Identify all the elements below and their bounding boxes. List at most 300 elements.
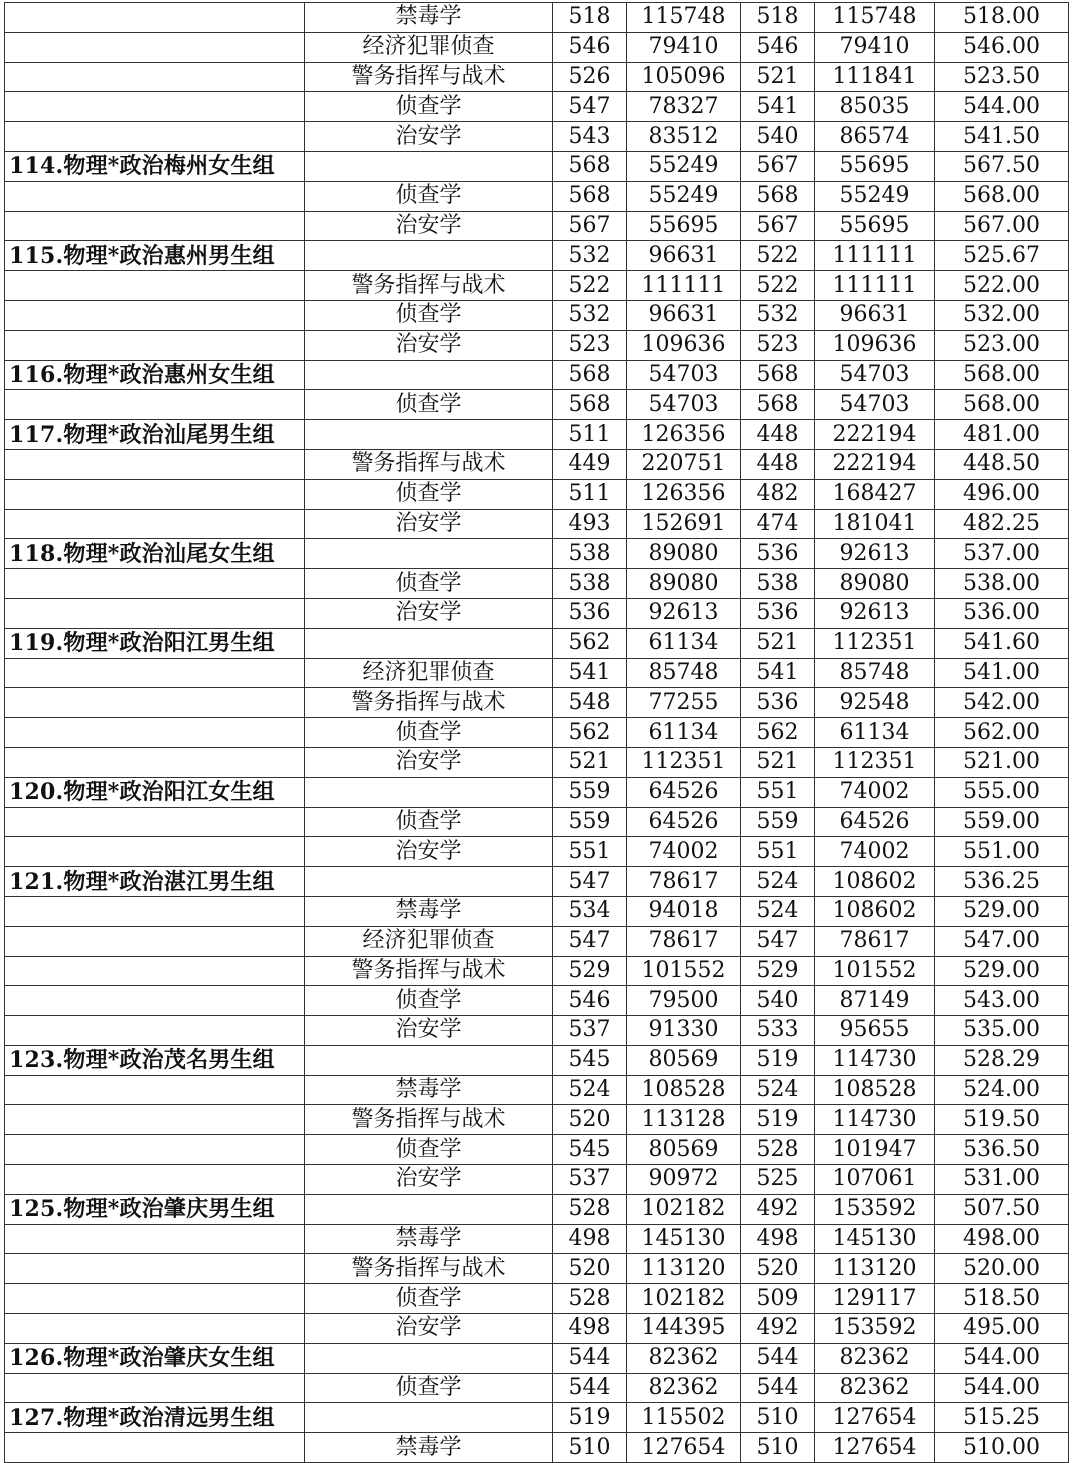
major-name-cell: 治安学 [305, 122, 553, 152]
major-name-cell: 侦查学 [305, 718, 553, 748]
min-rank-cell: 115748 [815, 3, 935, 33]
avg-score-cell: 537.00 [935, 539, 1069, 569]
min-score-cell: 448 [741, 449, 815, 479]
max-score-cell: 528 [553, 1284, 627, 1314]
max-rank-cell: 102182 [627, 1284, 741, 1314]
max-rank-cell: 74002 [627, 837, 741, 867]
avg-score-cell: 448.50 [935, 449, 1069, 479]
min-rank-cell: 95655 [815, 1016, 935, 1046]
max-rank-cell: 101552 [627, 956, 741, 986]
avg-score-cell: 544.00 [935, 92, 1069, 122]
group-name-cell [5, 926, 305, 956]
avg-score-cell: 562.00 [935, 718, 1069, 748]
min-rank-cell: 153592 [815, 1194, 935, 1224]
max-rank-cell: 96631 [627, 300, 741, 330]
min-score-cell: 523 [741, 330, 815, 360]
max-rank-cell: 115748 [627, 3, 741, 33]
group-name-cell: 119.物理*政治阳江男生组 [5, 628, 305, 658]
min-score-cell: 524 [741, 867, 815, 897]
min-score-cell: 536 [741, 688, 815, 718]
min-score-cell: 540 [741, 986, 815, 1016]
min-rank-cell: 74002 [815, 837, 935, 867]
max-score-cell: 547 [553, 926, 627, 956]
table-row [5, 807, 1069, 837]
max-rank-cell: 112351 [627, 747, 741, 777]
avg-score-cell: 532.00 [935, 300, 1069, 330]
table-row [5, 956, 1069, 986]
min-rank-cell: 108602 [815, 896, 935, 926]
min-rank-cell: 111111 [815, 241, 935, 271]
table-row [5, 300, 1069, 330]
min-score-cell: 510 [741, 1403, 815, 1433]
max-rank-cell: 90972 [627, 1165, 741, 1195]
avg-score-cell: 551.00 [935, 837, 1069, 867]
table-row [5, 598, 1069, 628]
min-score-cell: 568 [741, 181, 815, 211]
min-score-cell: 525 [741, 1165, 815, 1195]
group-name-cell [5, 181, 305, 211]
min-rank-cell: 222194 [815, 420, 935, 450]
min-score-cell: 522 [741, 241, 815, 271]
table-row [5, 479, 1069, 509]
min-rank-cell: 54703 [815, 390, 935, 420]
major-name-cell [305, 1403, 553, 1433]
max-rank-cell: 89080 [627, 539, 741, 569]
max-rank-cell: 55249 [627, 181, 741, 211]
group-name-cell: 125.物理*政治肇庆男生组 [5, 1194, 305, 1224]
min-score-cell: 544 [741, 1343, 815, 1373]
min-score-cell: 540 [741, 122, 815, 152]
max-rank-cell: 61134 [627, 718, 741, 748]
table-row [5, 837, 1069, 867]
max-rank-cell: 92613 [627, 598, 741, 628]
table-row [5, 867, 1069, 897]
table-row [5, 241, 1069, 271]
table-row [5, 539, 1069, 569]
max-rank-cell: 80569 [627, 1045, 741, 1075]
group-name-cell [5, 1254, 305, 1284]
avg-score-cell: 543.00 [935, 986, 1069, 1016]
major-name-cell: 治安学 [305, 837, 553, 867]
major-name-cell [305, 1343, 553, 1373]
table-row [5, 181, 1069, 211]
max-score-cell: 511 [553, 420, 627, 450]
group-name-cell [5, 271, 305, 301]
max-score-cell: 541 [553, 658, 627, 688]
avg-score-cell: 568.00 [935, 181, 1069, 211]
max-score-cell: 538 [553, 539, 627, 569]
major-name-cell: 禁毒学 [305, 1433, 553, 1463]
table-row [5, 509, 1069, 539]
group-name-cell: 121.物理*政治湛江男生组 [5, 867, 305, 897]
min-rank-cell: 101947 [815, 1135, 935, 1165]
avg-score-cell: 496.00 [935, 479, 1069, 509]
group-name-cell [5, 598, 305, 628]
score-table [4, 2, 1069, 1463]
min-score-cell: 510 [741, 1433, 815, 1463]
min-rank-cell: 55695 [815, 151, 935, 181]
max-score-cell: 519 [553, 1403, 627, 1433]
min-rank-cell: 127654 [815, 1403, 935, 1433]
major-name-cell: 侦查学 [305, 479, 553, 509]
group-name-cell [5, 1016, 305, 1046]
max-score-cell: 547 [553, 92, 627, 122]
min-score-cell: 538 [741, 569, 815, 599]
avg-score-cell: 568.00 [935, 390, 1069, 420]
table-row [5, 718, 1069, 748]
min-rank-cell: 64526 [815, 807, 935, 837]
major-name-cell: 侦查学 [305, 807, 553, 837]
max-score-cell: 546 [553, 32, 627, 62]
major-name-cell: 经济犯罪侦查 [305, 658, 553, 688]
min-score-cell: 528 [741, 1135, 815, 1165]
table-row [5, 330, 1069, 360]
max-score-cell: 568 [553, 181, 627, 211]
table-row [5, 1224, 1069, 1254]
max-rank-cell: 64526 [627, 777, 741, 807]
avg-score-cell: 547.00 [935, 926, 1069, 956]
major-name-cell: 侦查学 [305, 986, 553, 1016]
table-row [5, 211, 1069, 241]
min-score-cell: 529 [741, 956, 815, 986]
max-rank-cell: 83512 [627, 122, 741, 152]
min-rank-cell: 168427 [815, 479, 935, 509]
table-row [5, 1135, 1069, 1165]
min-rank-cell: 111111 [815, 271, 935, 301]
avg-score-cell: 519.50 [935, 1105, 1069, 1135]
table-row [5, 3, 1069, 33]
min-score-cell: 544 [741, 1373, 815, 1403]
group-name-cell [5, 807, 305, 837]
min-rank-cell: 112351 [815, 628, 935, 658]
avg-score-cell: 535.00 [935, 1016, 1069, 1046]
group-name-cell: 126.物理*政治肇庆女生组 [5, 1343, 305, 1373]
max-score-cell: 528 [553, 1194, 627, 1224]
avg-score-cell: 522.00 [935, 271, 1069, 301]
max-rank-cell: 126356 [627, 420, 741, 450]
min-score-cell: 509 [741, 1284, 815, 1314]
table-row [5, 986, 1069, 1016]
min-score-cell: 568 [741, 390, 815, 420]
max-score-cell: 526 [553, 62, 627, 92]
table-row [5, 92, 1069, 122]
major-name-cell: 侦查学 [305, 390, 553, 420]
min-score-cell: 498 [741, 1224, 815, 1254]
max-score-cell: 536 [553, 598, 627, 628]
avg-score-cell: 529.00 [935, 956, 1069, 986]
group-name-cell [5, 3, 305, 33]
max-score-cell: 523 [553, 330, 627, 360]
min-score-cell: 547 [741, 926, 815, 956]
max-rank-cell: 127654 [627, 1433, 741, 1463]
table-row [5, 926, 1069, 956]
max-score-cell: 518 [553, 3, 627, 33]
min-rank-cell: 85748 [815, 658, 935, 688]
min-score-cell: 474 [741, 509, 815, 539]
major-name-cell: 经济犯罪侦查 [305, 926, 553, 956]
table-row [5, 1373, 1069, 1403]
min-rank-cell: 114730 [815, 1045, 935, 1075]
avg-score-cell: 515.25 [935, 1403, 1069, 1433]
min-score-cell: 521 [741, 628, 815, 658]
max-rank-cell: 220751 [627, 449, 741, 479]
max-rank-cell: 79410 [627, 32, 741, 62]
group-name-cell [5, 1165, 305, 1195]
group-name-cell [5, 986, 305, 1016]
group-name-cell [5, 837, 305, 867]
min-score-cell: 521 [741, 747, 815, 777]
group-name-cell [5, 1373, 305, 1403]
max-rank-cell: 61134 [627, 628, 741, 658]
min-rank-cell: 61134 [815, 718, 935, 748]
avg-score-cell: 521.00 [935, 747, 1069, 777]
avg-score-cell: 523.50 [935, 62, 1069, 92]
min-rank-cell: 101552 [815, 956, 935, 986]
max-score-cell: 534 [553, 896, 627, 926]
min-score-cell: 522 [741, 271, 815, 301]
major-name-cell: 经济犯罪侦查 [305, 32, 553, 62]
group-name-cell [5, 1135, 305, 1165]
avg-score-cell: 495.00 [935, 1314, 1069, 1344]
max-score-cell: 521 [553, 747, 627, 777]
max-rank-cell: 80569 [627, 1135, 741, 1165]
major-name-cell: 侦查学 [305, 300, 553, 330]
avg-score-cell: 518.00 [935, 3, 1069, 33]
table-row [5, 420, 1069, 450]
max-score-cell: 562 [553, 628, 627, 658]
table-row [5, 1403, 1069, 1433]
min-rank-cell: 92613 [815, 598, 935, 628]
min-rank-cell: 129117 [815, 1284, 935, 1314]
major-name-cell: 禁毒学 [305, 1224, 553, 1254]
avg-score-cell: 568.00 [935, 360, 1069, 390]
major-name-cell: 禁毒学 [305, 1075, 553, 1105]
min-rank-cell: 85035 [815, 92, 935, 122]
min-score-cell: 541 [741, 92, 815, 122]
max-score-cell: 545 [553, 1135, 627, 1165]
avg-score-cell: 525.67 [935, 241, 1069, 271]
table-row [5, 747, 1069, 777]
avg-score-cell: 567.00 [935, 211, 1069, 241]
major-name-cell: 治安学 [305, 1016, 553, 1046]
table-row [5, 1045, 1069, 1075]
table-row [5, 1194, 1069, 1224]
max-score-cell: 559 [553, 777, 627, 807]
major-name-cell: 警务指挥与战术 [305, 1254, 553, 1284]
avg-score-cell: 559.00 [935, 807, 1069, 837]
group-name-cell [5, 62, 305, 92]
max-score-cell: 537 [553, 1016, 627, 1046]
max-score-cell: 537 [553, 1165, 627, 1195]
group-name-cell: 114.物理*政治梅州女生组 [5, 151, 305, 181]
min-score-cell: 521 [741, 62, 815, 92]
max-rank-cell: 77255 [627, 688, 741, 718]
group-name-cell: 127.物理*政治清远男生组 [5, 1403, 305, 1433]
min-score-cell: 568 [741, 360, 815, 390]
table-row [5, 271, 1069, 301]
table-row [5, 1105, 1069, 1135]
min-rank-cell: 127654 [815, 1433, 935, 1463]
table-row [5, 1254, 1069, 1284]
major-name-cell [305, 151, 553, 181]
table-row [5, 390, 1069, 420]
avg-score-cell: 541.60 [935, 628, 1069, 658]
group-name-cell: 123.物理*政治茂名男生组 [5, 1045, 305, 1075]
max-rank-cell: 78617 [627, 867, 741, 897]
min-score-cell: 492 [741, 1314, 815, 1344]
avg-score-cell: 481.00 [935, 420, 1069, 450]
group-name-cell [5, 688, 305, 718]
group-name-cell [5, 747, 305, 777]
table-row [5, 658, 1069, 688]
min-rank-cell: 54703 [815, 360, 935, 390]
max-score-cell: 562 [553, 718, 627, 748]
min-score-cell: 448 [741, 420, 815, 450]
avg-score-cell: 541.00 [935, 658, 1069, 688]
group-name-cell [5, 1105, 305, 1135]
major-name-cell: 警务指挥与战术 [305, 1105, 553, 1135]
max-rank-cell: 85748 [627, 658, 741, 688]
major-name-cell: 治安学 [305, 509, 553, 539]
avg-score-cell: 555.00 [935, 777, 1069, 807]
avg-score-cell: 518.50 [935, 1284, 1069, 1314]
table-row [5, 32, 1069, 62]
max-score-cell: 498 [553, 1314, 627, 1344]
avg-score-cell: 482.25 [935, 509, 1069, 539]
major-name-cell: 禁毒学 [305, 896, 553, 926]
max-score-cell: 493 [553, 509, 627, 539]
major-name-cell: 侦查学 [305, 181, 553, 211]
group-name-cell [5, 330, 305, 360]
min-rank-cell: 111841 [815, 62, 935, 92]
major-name-cell [305, 1194, 553, 1224]
major-name-cell: 侦查学 [305, 1135, 553, 1165]
avg-score-cell: 510.00 [935, 1433, 1069, 1463]
min-rank-cell: 145130 [815, 1224, 935, 1254]
max-score-cell: 544 [553, 1373, 627, 1403]
max-score-cell: 547 [553, 867, 627, 897]
avg-score-cell: 536.50 [935, 1135, 1069, 1165]
min-score-cell: 524 [741, 1075, 815, 1105]
group-name-cell: 118.物理*政治汕尾女生组 [5, 539, 305, 569]
table-row [5, 569, 1069, 599]
major-name-cell [305, 1045, 553, 1075]
max-rank-cell: 113128 [627, 1105, 741, 1135]
max-rank-cell: 82362 [627, 1343, 741, 1373]
table-row [5, 1314, 1069, 1344]
table-row [5, 688, 1069, 718]
max-rank-cell: 55695 [627, 211, 741, 241]
major-name-cell: 侦查学 [305, 1373, 553, 1403]
min-rank-cell: 114730 [815, 1105, 935, 1135]
group-name-cell [5, 300, 305, 330]
min-score-cell: 536 [741, 539, 815, 569]
max-rank-cell: 64526 [627, 807, 741, 837]
min-score-cell: 567 [741, 151, 815, 181]
avg-score-cell: 536.00 [935, 598, 1069, 628]
min-rank-cell: 108528 [815, 1075, 935, 1105]
max-score-cell: 551 [553, 837, 627, 867]
group-name-cell [5, 658, 305, 688]
group-name-cell [5, 509, 305, 539]
avg-score-cell: 528.29 [935, 1045, 1069, 1075]
min-score-cell: 562 [741, 718, 815, 748]
max-rank-cell: 96631 [627, 241, 741, 271]
max-score-cell: 544 [553, 1343, 627, 1373]
group-name-cell [5, 32, 305, 62]
max-score-cell: 522 [553, 271, 627, 301]
max-score-cell: 532 [553, 300, 627, 330]
group-name-cell [5, 718, 305, 748]
major-name-cell: 治安学 [305, 211, 553, 241]
max-rank-cell: 89080 [627, 569, 741, 599]
major-name-cell: 警务指挥与战术 [305, 449, 553, 479]
group-name-cell [5, 896, 305, 926]
avg-score-cell: 541.50 [935, 122, 1069, 152]
max-rank-cell: 144395 [627, 1314, 741, 1344]
major-name-cell: 警务指挥与战术 [305, 688, 553, 718]
min-score-cell: 533 [741, 1016, 815, 1046]
max-rank-cell: 109636 [627, 330, 741, 360]
major-name-cell: 侦查学 [305, 1284, 553, 1314]
max-score-cell: 568 [553, 151, 627, 181]
major-name-cell: 警务指挥与战术 [305, 62, 553, 92]
min-rank-cell: 74002 [815, 777, 935, 807]
max-rank-cell: 152691 [627, 509, 741, 539]
min-score-cell: 541 [741, 658, 815, 688]
avg-score-cell: 524.00 [935, 1075, 1069, 1105]
min-rank-cell: 78617 [815, 926, 935, 956]
avg-score-cell: 567.50 [935, 151, 1069, 181]
min-rank-cell: 222194 [815, 449, 935, 479]
table-row [5, 1075, 1069, 1105]
max-score-cell: 568 [553, 390, 627, 420]
max-rank-cell: 105096 [627, 62, 741, 92]
min-rank-cell: 82362 [815, 1373, 935, 1403]
avg-score-cell: 538.00 [935, 569, 1069, 599]
avg-score-cell: 529.00 [935, 896, 1069, 926]
group-name-cell [5, 479, 305, 509]
major-name-cell: 治安学 [305, 330, 553, 360]
avg-score-cell: 536.25 [935, 867, 1069, 897]
table-row [5, 1343, 1069, 1373]
score-table-body [5, 3, 1069, 1463]
group-name-cell [5, 1224, 305, 1254]
min-rank-cell: 112351 [815, 747, 935, 777]
avg-score-cell: 520.00 [935, 1254, 1069, 1284]
avg-score-cell: 523.00 [935, 330, 1069, 360]
min-score-cell: 519 [741, 1105, 815, 1135]
min-score-cell: 567 [741, 211, 815, 241]
major-name-cell: 禁毒学 [305, 3, 553, 33]
table-row [5, 1165, 1069, 1195]
group-name-cell [5, 449, 305, 479]
group-name-cell [5, 1433, 305, 1463]
table-row [5, 62, 1069, 92]
table-row [5, 1284, 1069, 1314]
avg-score-cell: 542.00 [935, 688, 1069, 718]
major-name-cell [305, 360, 553, 390]
table-row [5, 1016, 1069, 1046]
table-row [5, 628, 1069, 658]
group-name-cell [5, 569, 305, 599]
major-name-cell [305, 241, 553, 271]
group-name-cell [5, 1314, 305, 1344]
major-name-cell [305, 628, 553, 658]
max-rank-cell: 54703 [627, 390, 741, 420]
major-name-cell: 警务指挥与战术 [305, 271, 553, 301]
min-rank-cell: 107061 [815, 1165, 935, 1195]
